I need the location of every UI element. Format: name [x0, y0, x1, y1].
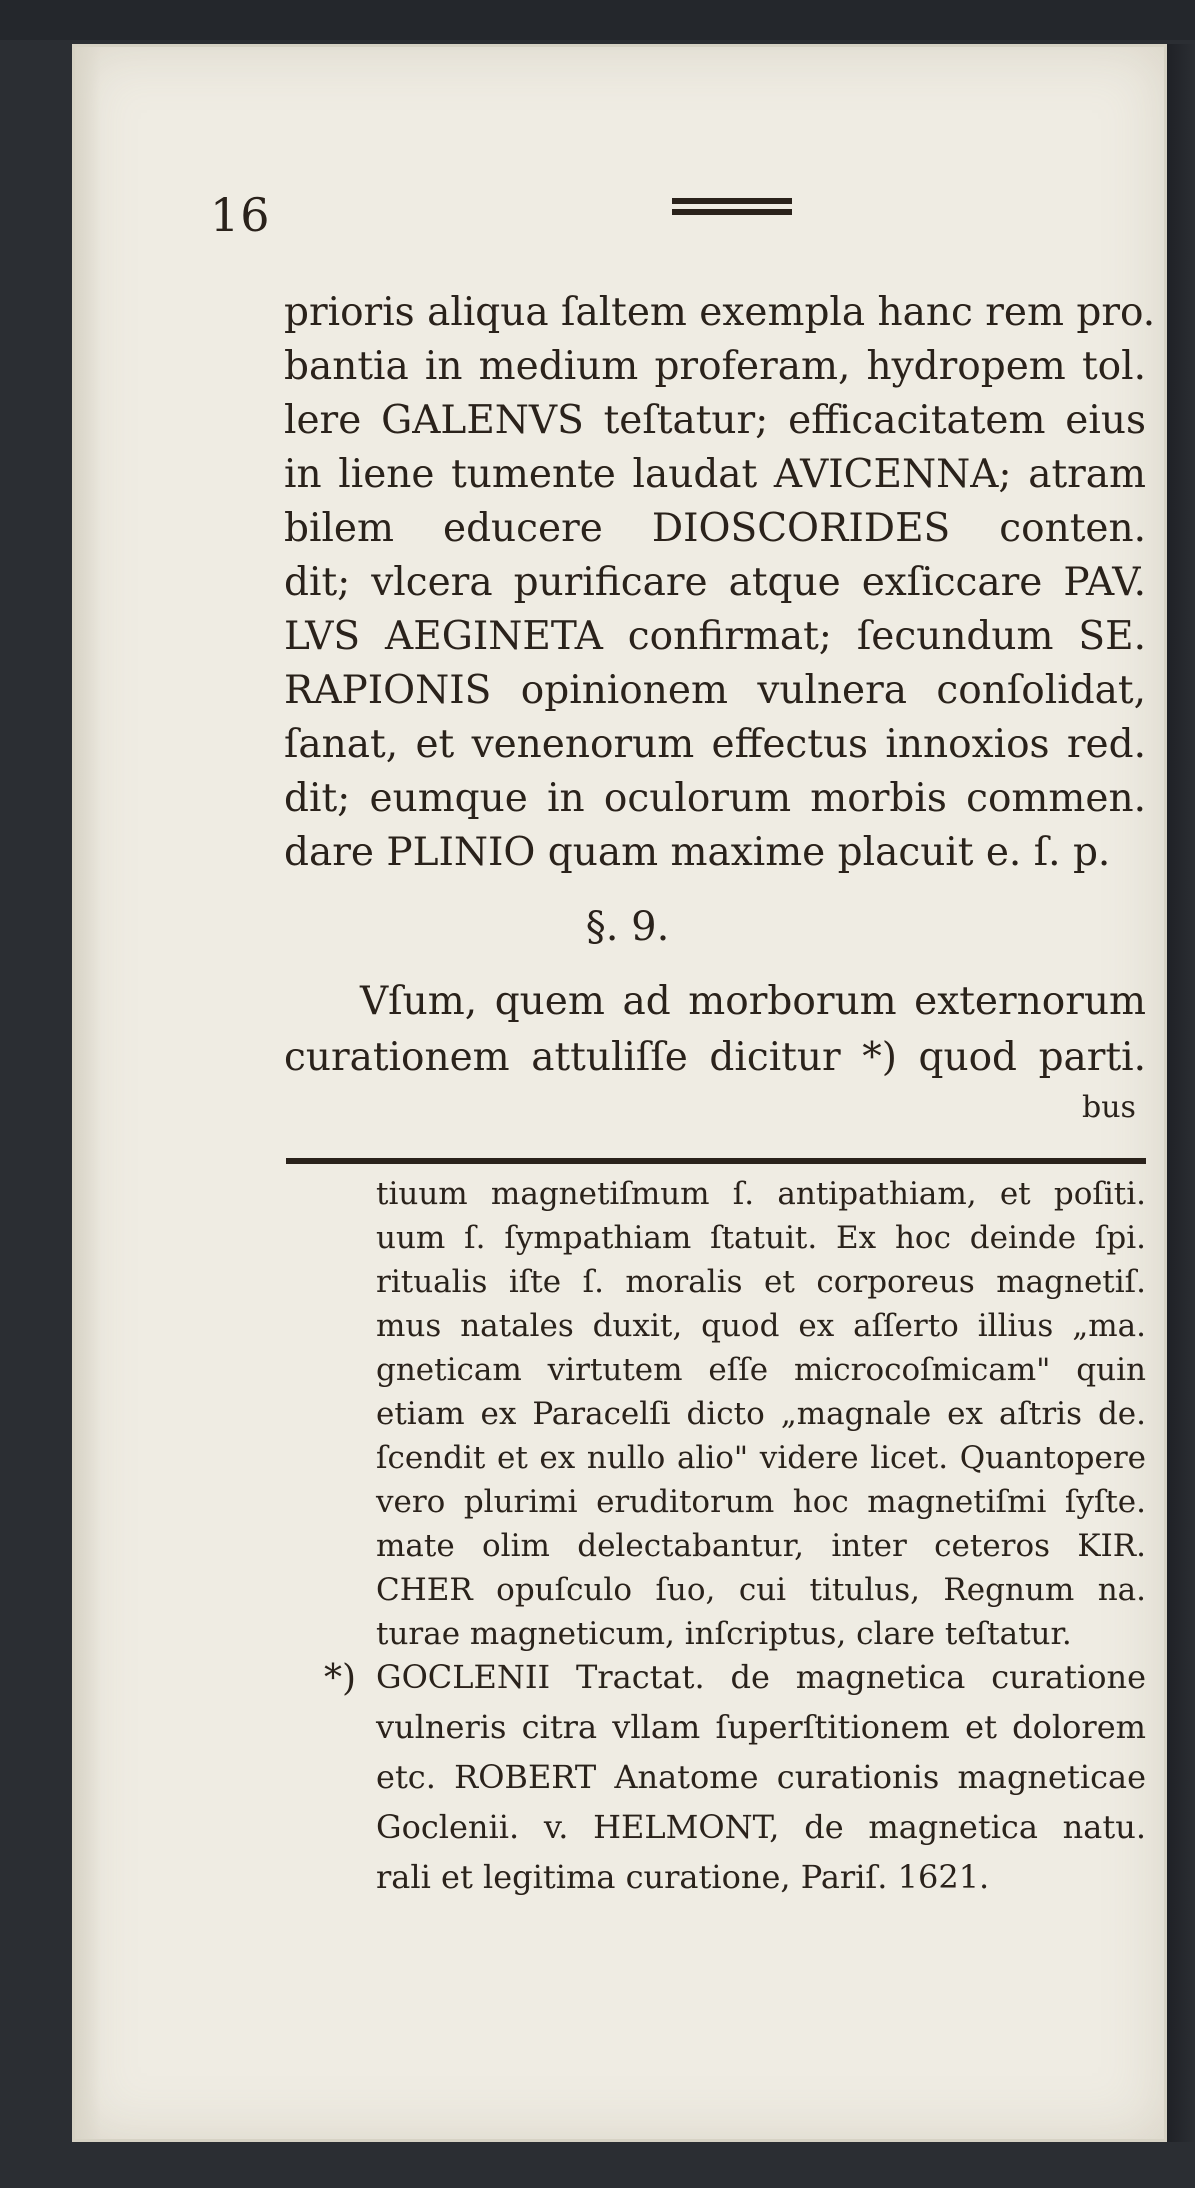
text-line: dit; vlcera purificare atque exſiccare PAV.	[284, 560, 1146, 605]
main-paragraph	[284, 286, 1156, 880]
header-ornament-rule	[672, 198, 792, 220]
text-line: Vſum, quem ad morborum externorum	[360, 979, 1146, 1024]
footnote-line: etiam ex Paracelſi dicto „magnale ex aſtris de.	[376, 1396, 1146, 1432]
footnote-line: uum ſ. ſympathiam ſtatuit. Ex hoc deinde ſpi.	[376, 1220, 1146, 1256]
text-line: RAPIONIS opinionem vulnera conſolidat,	[284, 668, 1146, 713]
page-number: 16	[210, 188, 271, 242]
scan-background-top	[0, 0, 1195, 40]
footnote-line: mate olim delectabantur, inter ceteros KIR.	[376, 1528, 1146, 1564]
footnote-line: turae magneticum, inſcriptus, clare teſtatur.	[376, 1616, 1072, 1652]
footnote-line: vero plurimi eruditorum hoc magnetiſmi ſyſte.	[376, 1484, 1146, 1520]
text-line: dare PLINIO quam maxime placuit e. ſ. p.	[284, 830, 1111, 875]
footnote-line: CHER opuſculo ſuo, cui titulus, Regnum na.	[376, 1572, 1146, 1608]
text-line: ſanat, et venenorum effectus innoxios red.	[284, 722, 1146, 767]
footnote-line: etc. ROBERT Anatome curationis magneticae	[376, 1758, 1146, 1796]
text-line: lere GALENVS teſtatur; efficacitatem eius	[284, 398, 1146, 443]
text-line: bilem educere DIOSCORIDES conten.	[284, 506, 1146, 551]
text-line: prioris aliqua ſaltem exempla hanc rem pro.	[284, 290, 1156, 335]
footnote-line: ſcendit et ex nullo alio" videre licet. Quantopere	[376, 1440, 1146, 1476]
text-line: dit; eumque in oculorum morbis commen.	[284, 776, 1146, 821]
text-line: bantia in medium proferam, hydropem tol.	[284, 344, 1146, 389]
scan-background-bottom	[0, 2142, 1195, 2188]
footnote-references	[376, 1652, 1146, 1902]
scan-background-right	[1167, 44, 1195, 2188]
text-line: in liene tumente laudat AVICENNA; atram	[284, 452, 1146, 497]
text-line: curationem attuliſſe dicitur *) quod parti.	[284, 1035, 1146, 1080]
section-paragraph	[284, 974, 1146, 1086]
section-heading: §. 9.	[585, 904, 670, 950]
footnote-line: mus natales duxit, quod ex aſſerto illius „ma.	[376, 1308, 1146, 1344]
footnote-continuation	[376, 1172, 1146, 1656]
footnote-line: Goclenii. v. HELMONT, de magnetica natu.	[376, 1808, 1146, 1846]
footnote-line: gneticam virtutem eſſe microcoſmicam" quin	[376, 1352, 1146, 1388]
footnote-line: ritualis iſte ſ. moralis et corporeus magnetiſ.	[376, 1264, 1146, 1300]
footnote-marker: *)	[324, 1658, 357, 1699]
footnote-line: vulneris citra vllam ſuperſtitionem et dolorem	[376, 1708, 1146, 1746]
footnote-line: rali et legitima curatione, Pariſ. 1621.	[376, 1858, 990, 1896]
footnote-line: tiuum magnetiſmum ſ. antipathiam, et poſiti.	[376, 1176, 1146, 1212]
text-line: LVS AEGINETA confirmat; ſecundum SE.	[284, 614, 1146, 659]
footnote-line: GOCLENII Tractat. de magnetica curatione	[376, 1658, 1146, 1696]
catchword: bus	[1082, 1090, 1136, 1125]
page-gutter-shadow	[75, 47, 101, 2139]
footnote-separator-rule	[286, 1158, 1146, 1164]
